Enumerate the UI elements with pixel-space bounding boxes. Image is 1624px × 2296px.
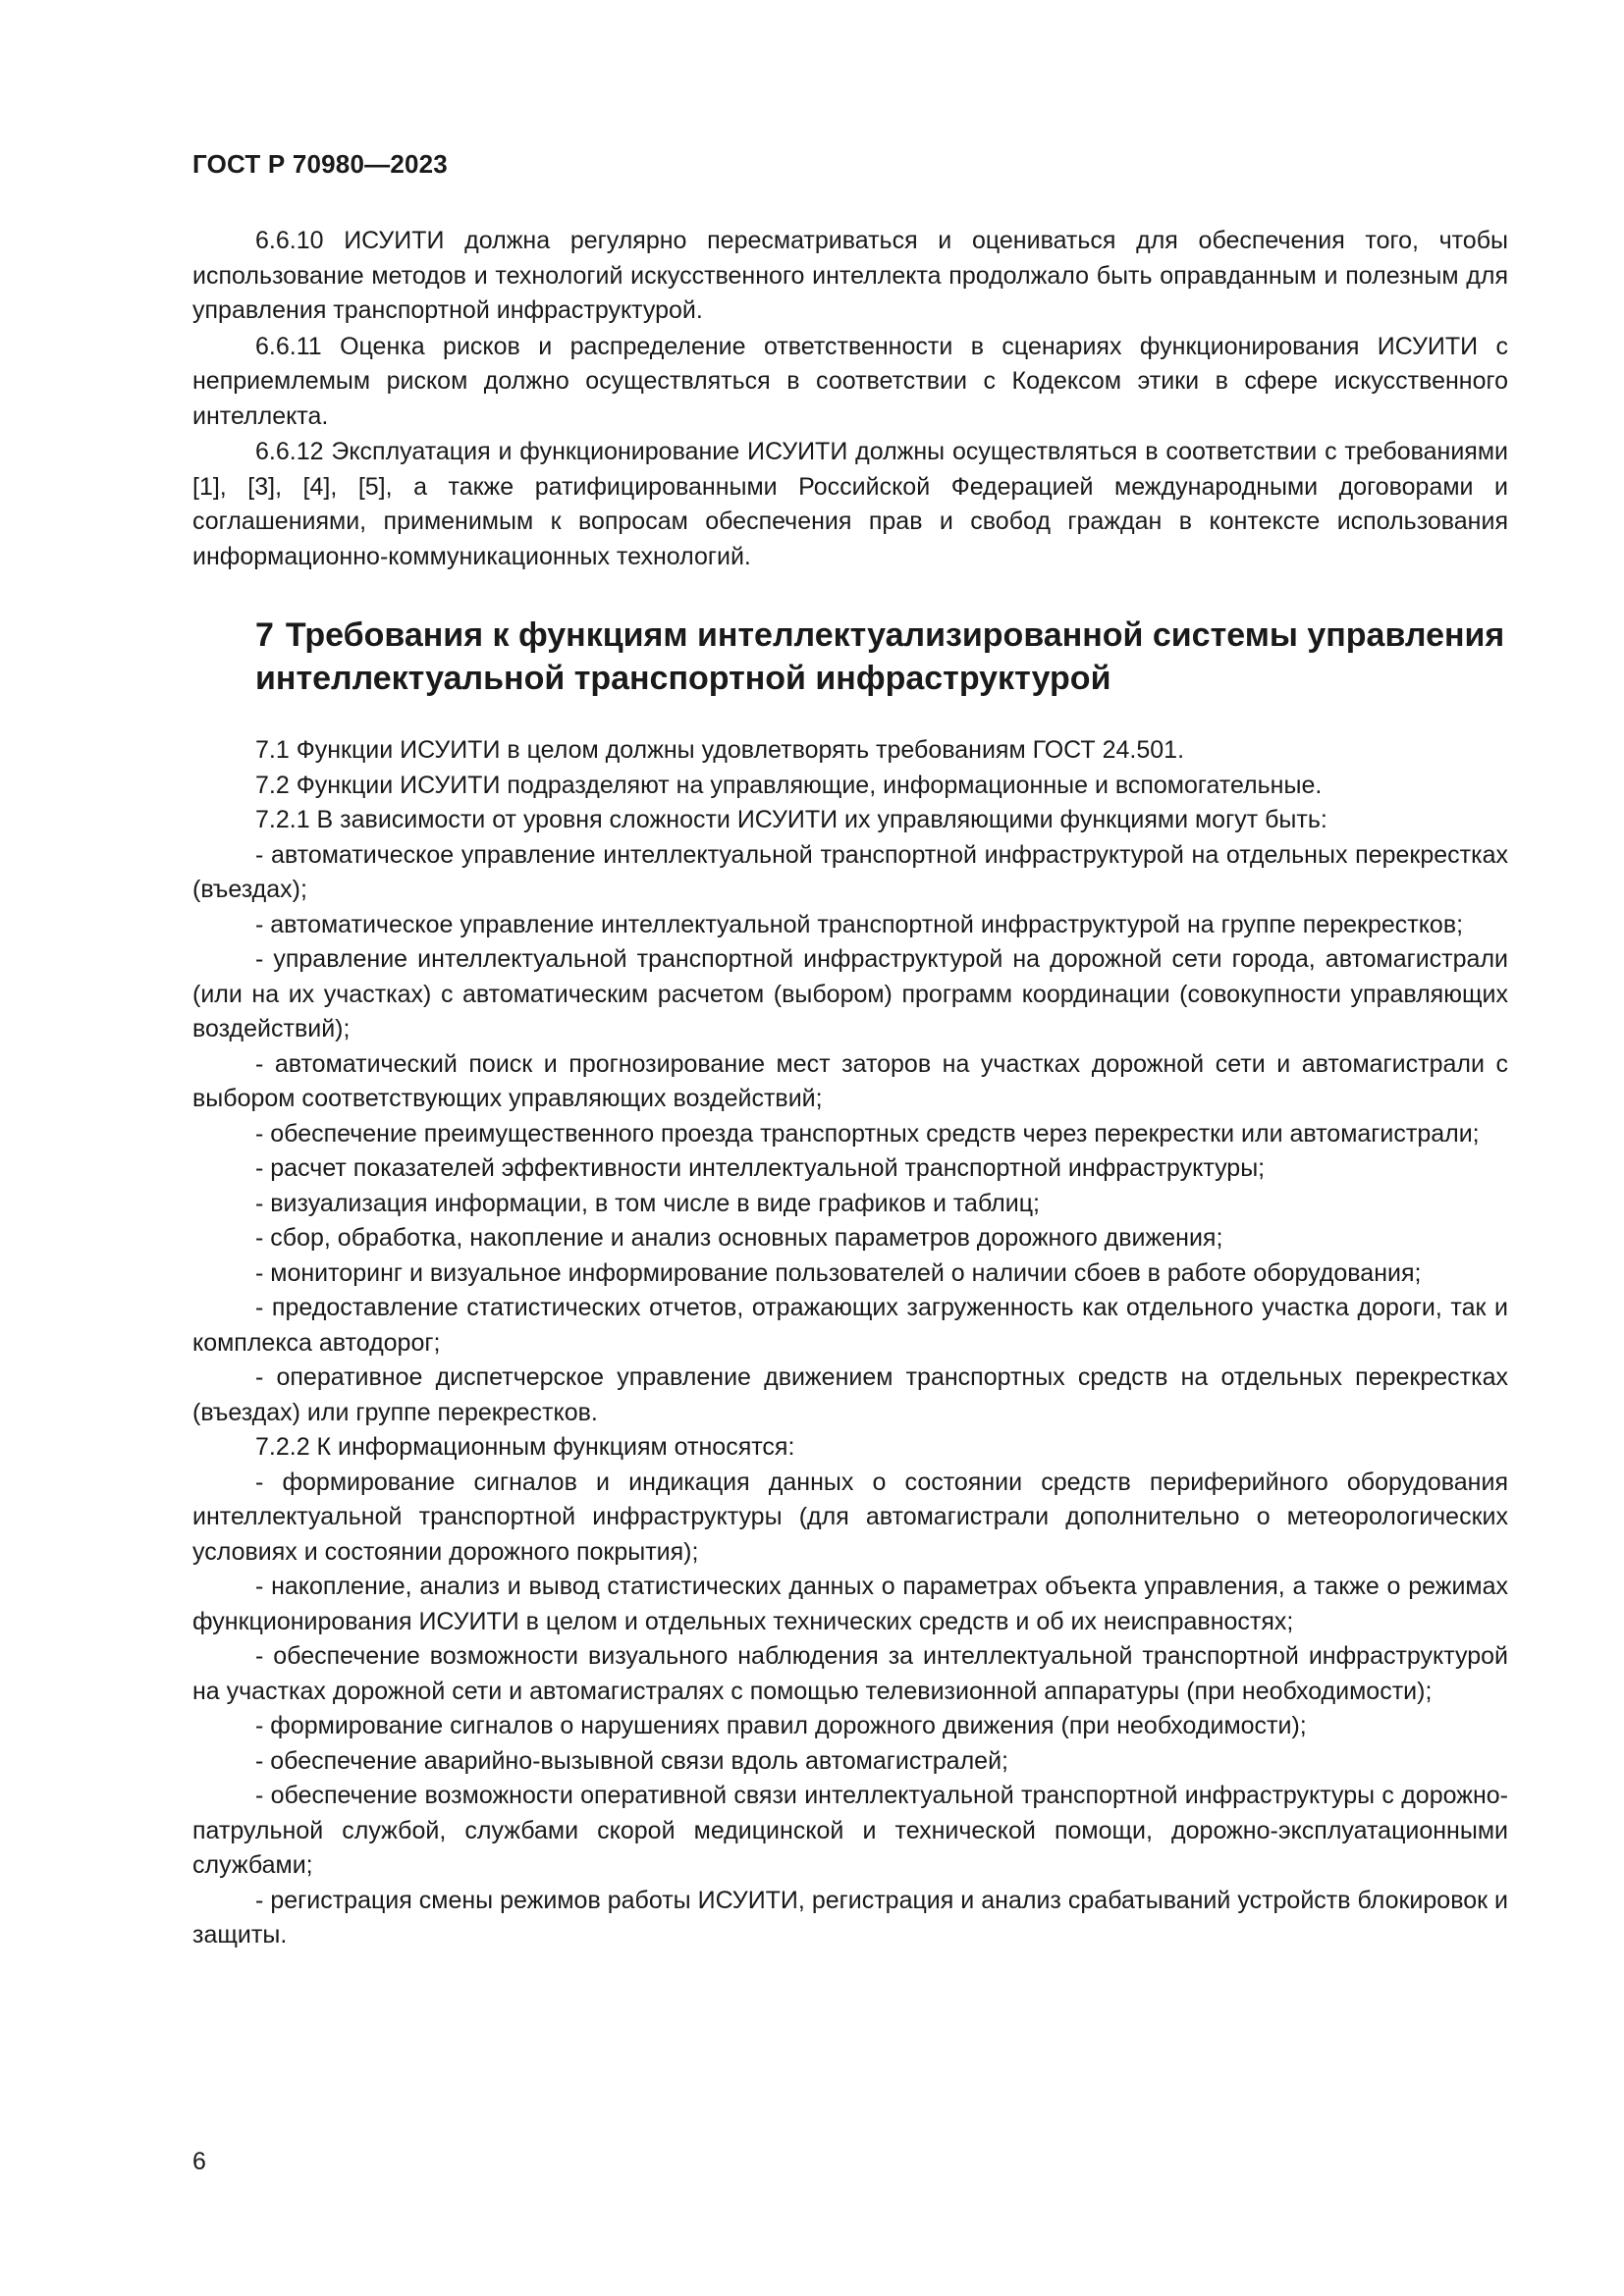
document-header: ГОСТ Р 70980—2023 — [192, 149, 448, 179]
section-title: Требования к функциям интеллектуализированной системы управления интеллектуальной транспортной инфраструктурой — [255, 616, 1505, 697]
document-body — [192, 224, 1508, 1953]
page-number: 6 — [192, 2148, 206, 2175]
section-number: 7 — [255, 616, 274, 654]
list-item: - обеспечение преимущественного проезда транспортных средств через перекрестки или автомагистрали; — [255, 1119, 1480, 1148]
list-item: - обеспечение возможности визуального наблюдения за интеллектуальной транспортной инфраструктурой на участках дорожной сети и автомагистралях с помощью телевизионной аппаратуры (при необходимости); — [192, 1642, 1508, 1705]
list-item: - оперативное диспетчерское управление движением транспортных средств на отдельных перекрестках (въездах) или группе перекрестков. — [192, 1363, 1508, 1426]
section-7-heading — [192, 614, 1508, 700]
paragraph-6-6-11: 6.6.11 Оценка рисков и распределение ответственности в сценариях функционирования ИСУИТИ с неприемлемым риском должно осуществляться в соответствии с Кодексом этики в сфере искусственного интеллекта. — [192, 332, 1508, 430]
list-item: - обеспечение аварийно-вызывной связи вдоль автомагистралей; — [255, 1746, 1008, 1775]
list-item: - автоматическое управление интеллектуальной транспортной инфраструктурой на отдельных перекрестках (въездах); — [192, 840, 1508, 903]
list-item: - расчет показателей эффективности интеллектуальной транспортной инфраструктуры; — [255, 1154, 1266, 1182]
list-item: - мониторинг и визуальное информирование пользователей о наличии сбоев в работе оборудования; — [255, 1258, 1422, 1287]
paragraph-7-2-1: 7.2.1 В зависимости от уровня сложности ИСУИТИ их управляющими функциями могут быть: — [255, 806, 1327, 833]
list-item: - предоставление статистических отчетов, отражающих загруженность как отдельного участка дороги, так и комплекса автодорог; — [192, 1294, 1508, 1357]
list-item: - регистрация смены режимов работы ИСУИТИ, регистрация и анализ срабатываний устройств блокировок и защиты. — [192, 1886, 1508, 1949]
list-item: - визуализация информации, в том числе в виде графиков и таблиц; — [255, 1189, 1040, 1217]
paragraph-6-6-10: 6.6.10 ИСУИТИ должна регулярно пересматриваться и оцениваться для обеспечения того, чтобы использование методов и технологий искусственного интеллекта продолжало быть оправданным и полезным для управления транспортной инфраструктурой. — [192, 227, 1508, 324]
paragraph-6-6-12: 6.6.12 Эксплуатация и функционирование ИСУИТИ должны осуществляться в соответствии с требованиями [1], [3], [4], [5], а также ратифицированными Российской Федерацией международными договорами и соглашениями, применимым к вопросам обеспечения прав и свобод граждан в контексте использования информационно-коммуникационных технологий. — [192, 438, 1508, 570]
list-item: - автоматическое управление интеллектуальной транспортной инфраструктурой на группе перекрестков; — [255, 910, 1464, 938]
paragraph-7-2-2: 7.2.2 К информационным функциям относятся: — [255, 1433, 795, 1461]
list-item: - автоматический поиск и прогнозирование мест заторов на участках дорожной сети и автомагистрали с выбором соответствующих управляющих воздействий; — [192, 1049, 1508, 1112]
list-item: - обеспечение возможности оперативной связи интеллектуальной транспортной инфраструктуры с дорожно-патрульной службой, службами скорой медицинской и технической помощи, дорожно-эксплуатационными службами; — [192, 1782, 1508, 1879]
list-item: - формирование сигналов и индикация данных о состоянии средств периферийного оборудования интеллектуальной транспортной инфраструктуры (для автомагистрали дополнительно о метеорологических условиях и состоянии дорожного покрытия); — [192, 1468, 1508, 1566]
list-item: - накопление, анализ и вывод статистических данных о параметрах объекта управления, а также о режимах функционирования ИСУИТИ в целом и отдельных технических средств и об их неисправностях; — [192, 1573, 1508, 1635]
list-item: - формирование сигналов о нарушениях правил дорожного движения (при необходимости); — [255, 1712, 1307, 1739]
list-item: - управление интеллектуальной транспортной инфраструктурой на дорожной сети города, автомагистрали (или на их участках) с автоматическим расчетом (выбором) программ координации (совокупности управляющих воздействий); — [192, 945, 1508, 1042]
list-item: - сбор, обработка, накопление и анализ основных параметров дорожного движения; — [255, 1224, 1223, 1252]
paragraph-7-1: 7.1 Функции ИСУИТИ в целом должны удовлетворять требованиям ГОСТ 24.501. — [255, 736, 1185, 764]
paragraph-7-2: 7.2 Функции ИСУИТИ подразделяют на управляющие, информационные и вспомогательные. — [255, 771, 1323, 799]
